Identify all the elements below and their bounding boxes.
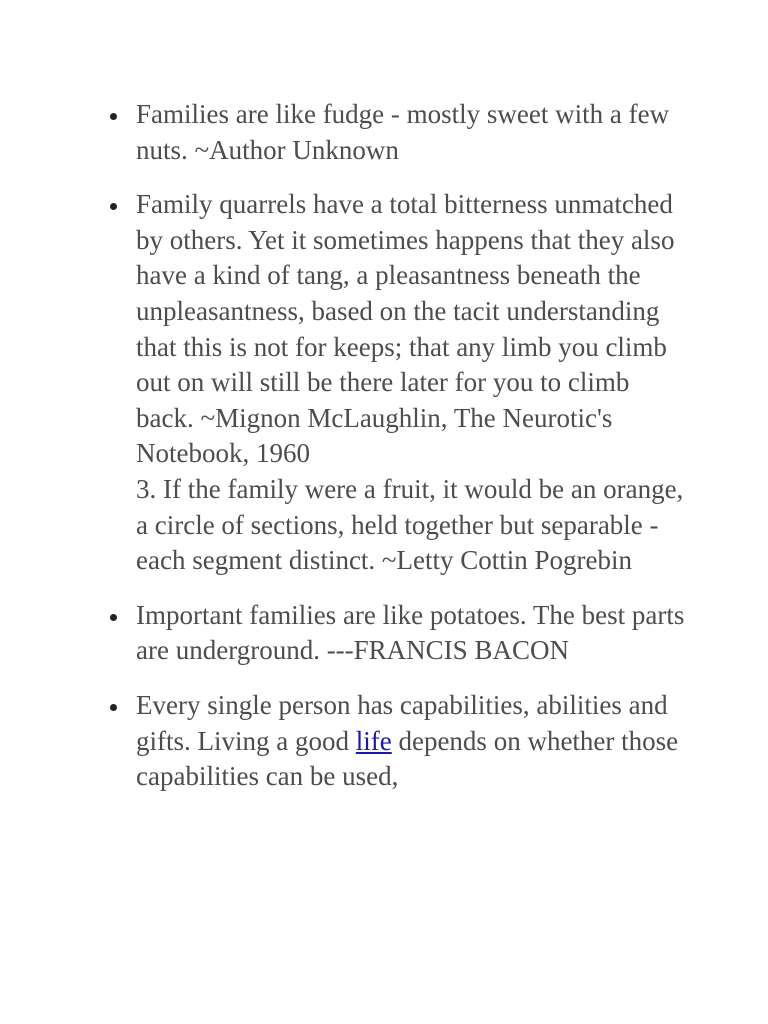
quote-list bbox=[110, 97, 690, 814]
quote-text-before-link: Every single person has capabilities, abilities and gifts. Living a good bbox=[136, 689, 668, 756]
bullet-icon bbox=[110, 704, 117, 711]
quote-text: Important families are like potatoes. The best parts are underground. ---FRANCIS BACON bbox=[136, 599, 685, 666]
list-item bbox=[110, 688, 690, 795]
list-item bbox=[110, 187, 690, 579]
quote-text: Families are like fudge - mostly sweet with a few nuts. ~Author Unknown bbox=[136, 99, 670, 165]
quote-text-after-link: depends on whether those capabilities can be used, bbox=[136, 725, 679, 792]
bullet-icon bbox=[110, 113, 117, 120]
quote-text: Family quarrels have a total bitterness unmatched by others. Yet it sometimes happens that they also have a kind of tang, a pleasantness beneath the unpleasantness, based on the tacit understanding that this is not for keeps; that any limb you climb out on will still be there later for you to climb back. ~Mignon McLaughlin, The Neurotic's Notebook, 1960 bbox=[136, 189, 675, 469]
quote-continuation-text: 3. If the family were a fruit, it would be an orange, a circle of sections, held together but separable - each segment distinct. ~Letty Cottin Pogrebin bbox=[136, 473, 684, 576]
list-item bbox=[110, 97, 690, 168]
list-item bbox=[110, 598, 690, 669]
bullet-icon bbox=[110, 614, 117, 621]
life-link[interactable]: life bbox=[355, 725, 392, 756]
bullet-icon bbox=[110, 203, 117, 210]
